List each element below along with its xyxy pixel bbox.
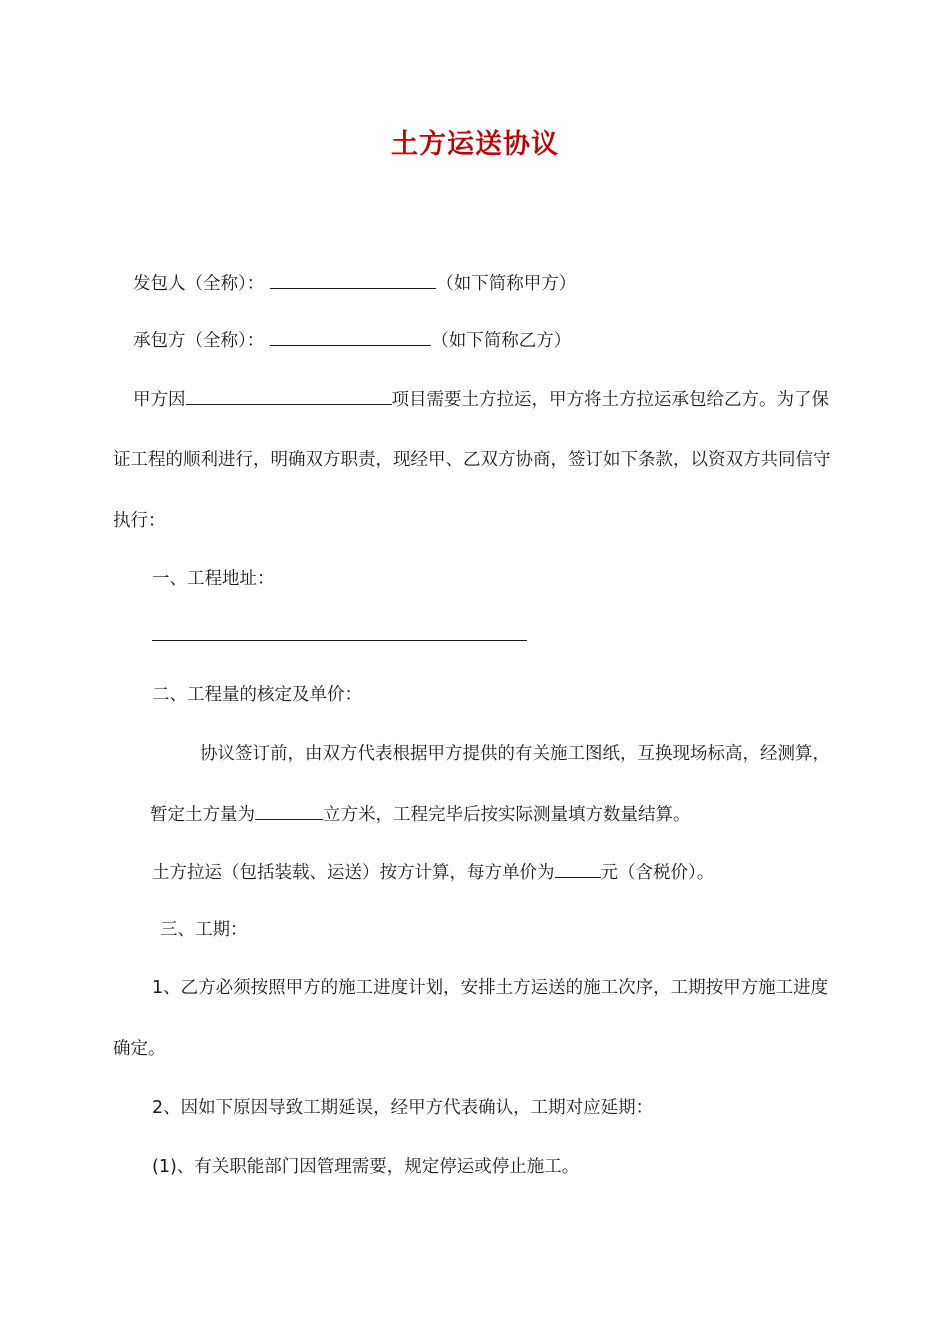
intro-line-1	[133, 386, 829, 413]
intro-prefix: 甲方因	[133, 390, 186, 410]
party-a-suffix: （如下简称甲方）	[436, 274, 577, 294]
section-2-para-2	[150, 801, 691, 828]
party-a-label: 发包人（全称）：	[133, 274, 265, 294]
section-3-item-2: 2、因如下原因导致工期延误，经甲方代表确认，工期对应延期：	[152, 1098, 654, 1118]
intro-line-3: 执行：	[113, 511, 166, 531]
party-b-line	[133, 327, 571, 354]
document-title: 土方运送协议	[391, 129, 559, 160]
price-prefix: 土方拉运（包括装载、运送）按方计算，每方单价为	[152, 863, 555, 883]
volume-prefix: 暂定土方量为	[150, 805, 255, 825]
party-b-label: 承包方（全称）：	[133, 331, 265, 351]
section-3-item-1-line-2: 确定。	[113, 1039, 166, 1059]
party-b-suffix: （如下简称乙方）	[431, 331, 572, 351]
party-a-name-blank[interactable]	[270, 270, 436, 289]
price-suffix: 元（含税价）。	[600, 863, 715, 883]
unit-price-blank[interactable]	[555, 859, 601, 878]
intro-line-2: 证工程的顺利进行，明确双方职责，现经甲、乙双方协商，签订如下条款，以资双方共同信守	[113, 450, 831, 470]
project-name-blank[interactable]	[186, 386, 392, 405]
intro-suffix: 项目需要土方拉运，甲方将土方拉运承包给乙方。为了保	[391, 390, 829, 410]
project-address-blank[interactable]	[152, 640, 527, 641]
section-3-item-1-line-1: 1、乙方必须按照甲方的施工进度计划，安排土方运送的施工次序，工期按甲方施工进度	[152, 978, 829, 998]
section-2-para-3	[152, 859, 714, 886]
earth-volume-blank[interactable]	[255, 801, 323, 820]
section-3-heading: 三、工期：	[160, 920, 248, 940]
section-3-item-2-sub-1: (1)、有关职能部门因管理需要，规定停运或停止施工。	[152, 1157, 580, 1177]
party-a-line	[133, 270, 576, 297]
section-2-para-1: 协议签订前，由双方代表根据甲方提供的有关施工图纸，互换现场标高，经测算，	[200, 744, 830, 764]
section-2-heading: 二、工程量的核定及单价：	[152, 685, 362, 705]
section-1-heading: 一、工程地址：	[152, 569, 275, 589]
volume-suffix: 立方米，工程完毕后按实际测量填方数量结算。	[323, 805, 691, 825]
party-b-name-blank[interactable]	[270, 327, 431, 346]
